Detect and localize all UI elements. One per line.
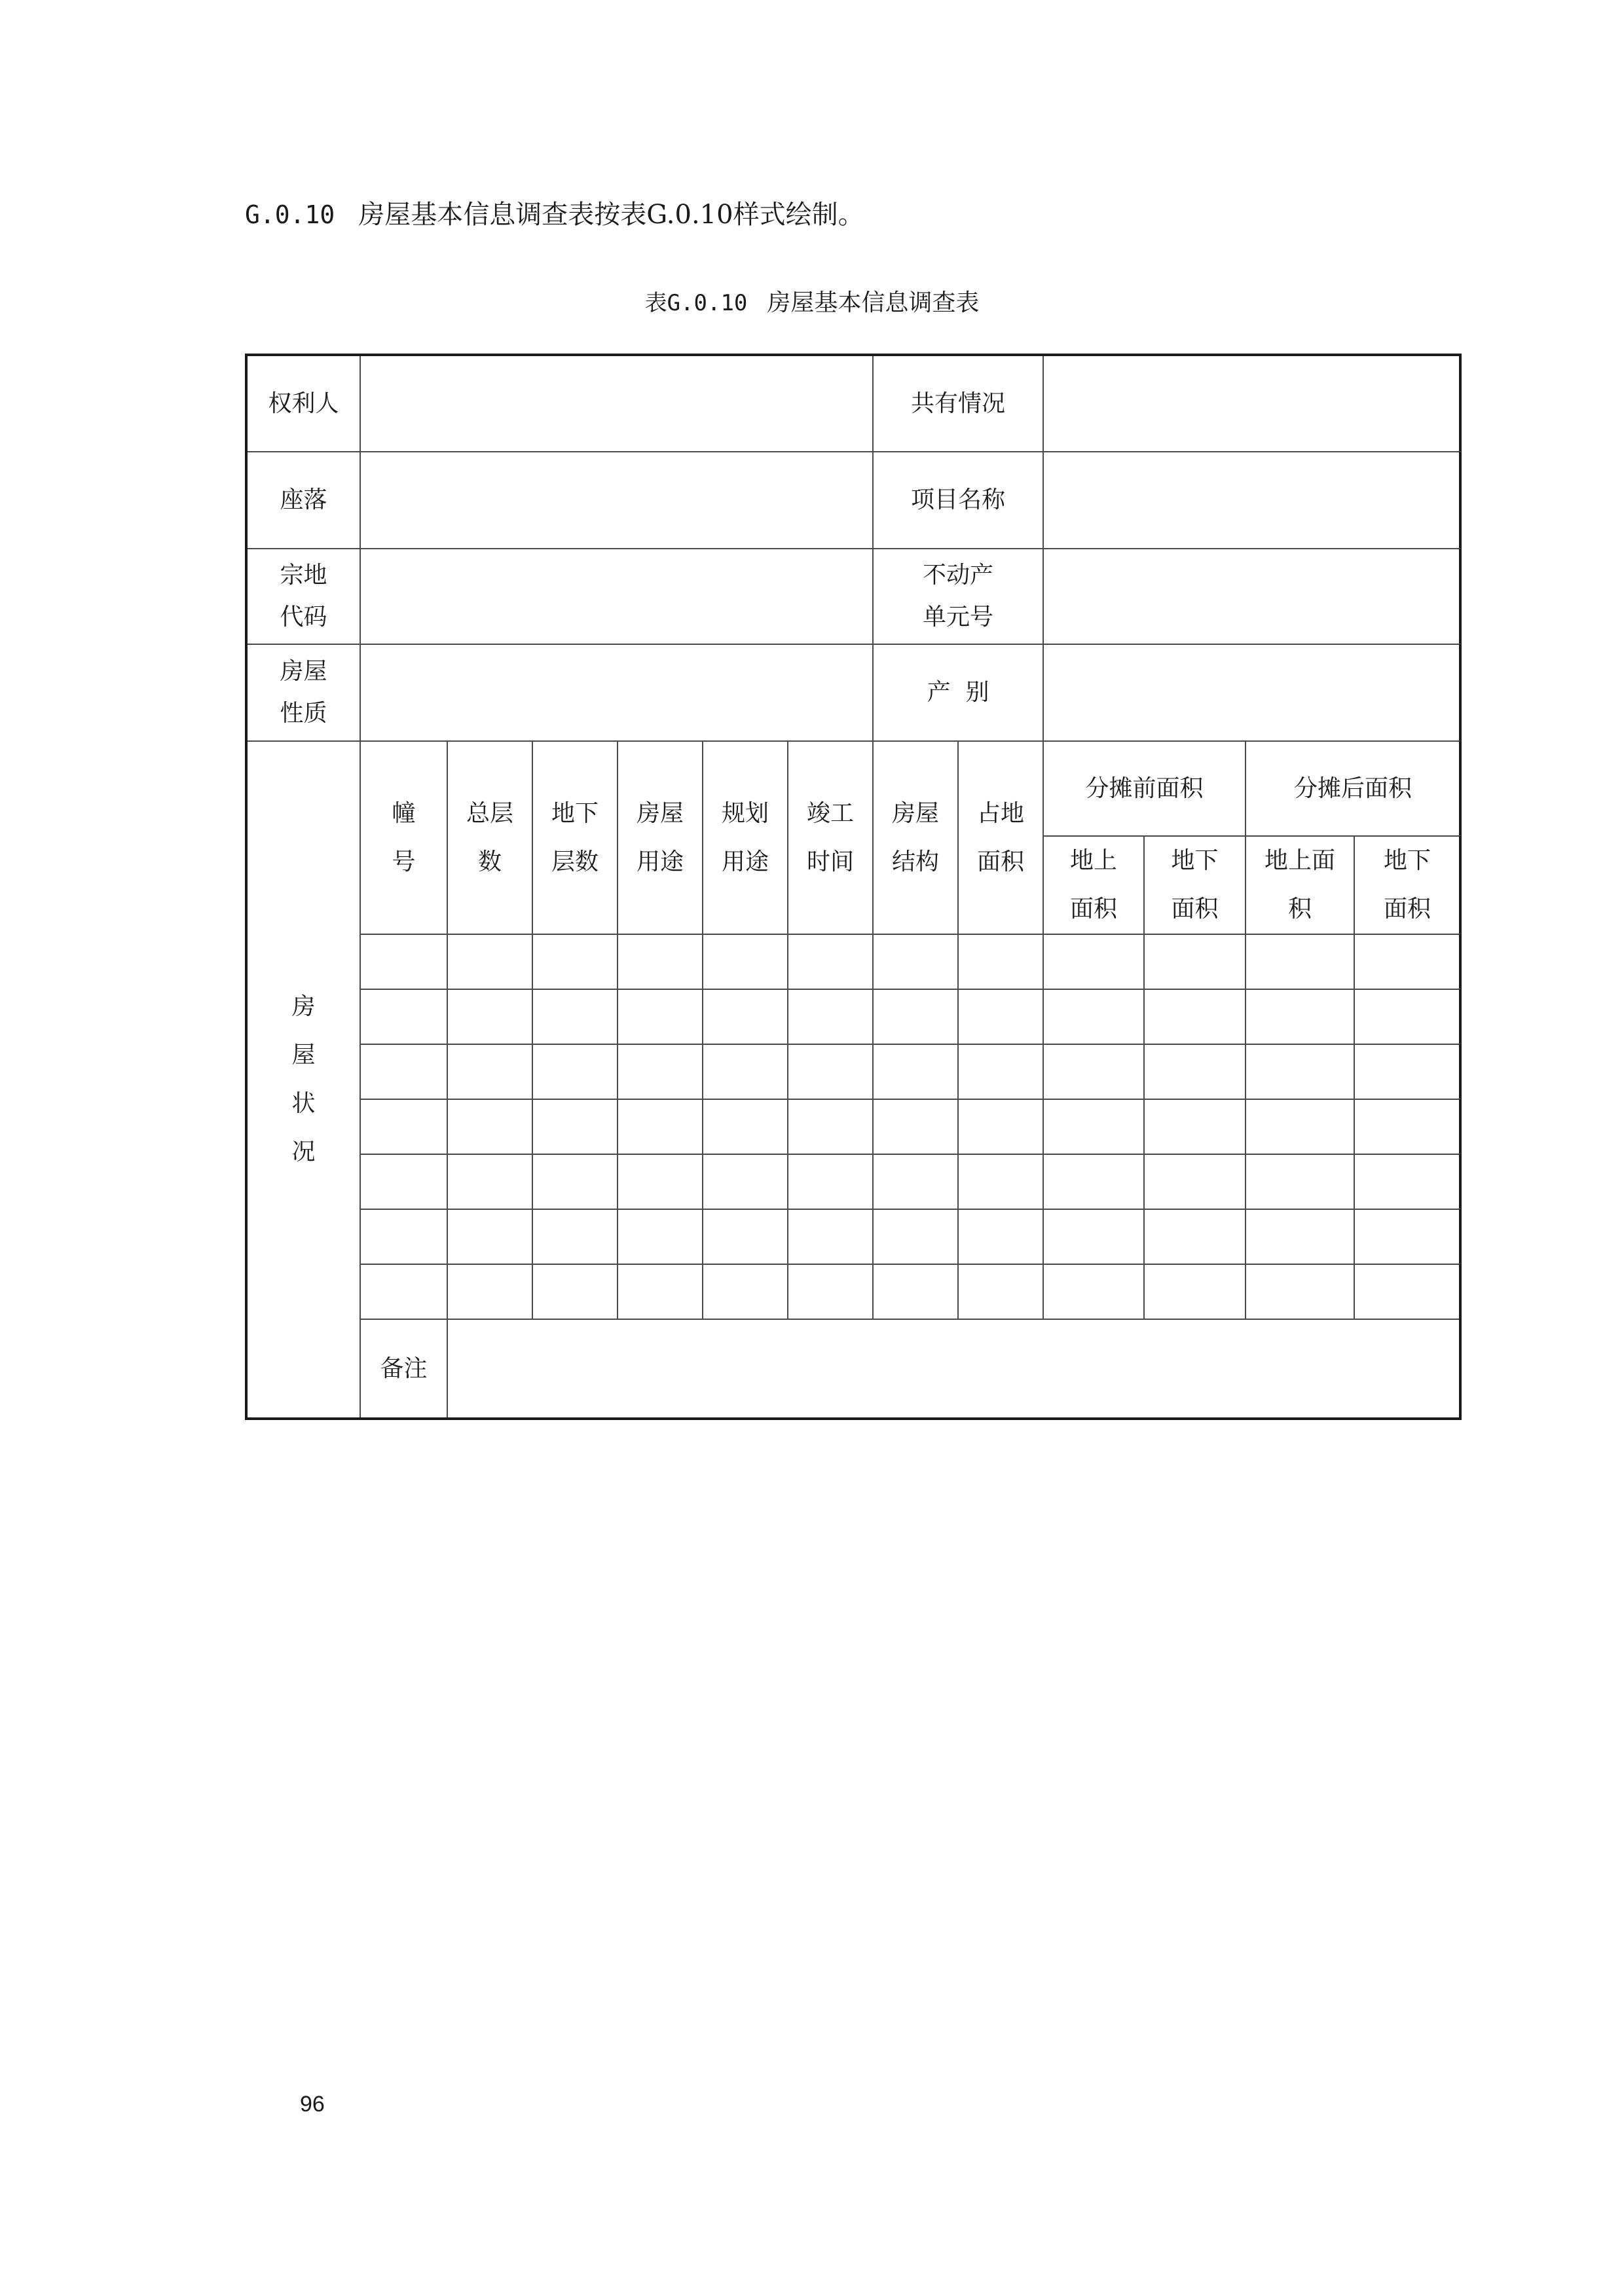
unit-number-value-cell[interactable] [1043,549,1460,644]
table-cell[interactable] [958,989,1043,1044]
table-cell[interactable] [703,1209,788,1264]
table-cell[interactable] [532,1209,618,1264]
table-cell[interactable] [1354,934,1460,989]
nature-label-line-1: 房屋 [280,658,327,685]
table-cell[interactable] [703,1154,788,1209]
table-cell[interactable] [360,989,447,1044]
table-cell[interactable] [532,1044,618,1099]
table-cell[interactable] [618,989,703,1044]
col-header-structure [873,741,958,934]
area-before-apportion-header: 分摊前面积 [1043,741,1246,836]
table-cell[interactable] [1246,1154,1354,1209]
table-cell[interactable] [1246,1264,1354,1319]
table-cell[interactable] [703,1099,788,1154]
table-cell[interactable] [618,1209,703,1264]
table-cell[interactable] [873,934,958,989]
co-ownership-label: 共有情况 [873,355,1043,452]
table-cell[interactable] [788,1209,873,1264]
table-cell[interactable] [618,1044,703,1099]
category-value-cell[interactable] [1043,644,1460,741]
table-cell[interactable] [958,934,1043,989]
table-cell[interactable] [873,1044,958,1099]
sub-header-after-above-ground-text: 地上面积 [1264,847,1336,922]
table-cell[interactable] [1246,1209,1354,1264]
table-cell[interactable] [703,989,788,1044]
co-ownership-value-cell[interactable] [1043,355,1460,452]
table-cell[interactable] [1043,989,1144,1044]
table-cell[interactable] [360,1099,447,1154]
table-cell[interactable] [1354,1209,1460,1264]
table-cell[interactable] [1354,1044,1460,1099]
table-row [246,934,1460,989]
table-cell[interactable] [873,1264,958,1319]
table-cell[interactable] [532,934,618,989]
parcel-code-label-line-2: 代码 [280,604,327,630]
remarks-row [246,1319,1460,1419]
category-label: 产 别 [873,644,1043,741]
owner-label: 权利人 [246,355,360,452]
col-header-total-floors [447,741,532,934]
table-cell[interactable] [360,1209,447,1264]
remarks-label: 备注 [360,1319,447,1419]
owner-value-cell[interactable] [360,355,873,452]
table-cell[interactable] [873,1154,958,1209]
table-row [246,1099,1460,1154]
parcel-code-row [246,549,1460,644]
status-header-row [246,741,1460,836]
table-caption-title: 房屋基本信息调查表 [767,289,980,316]
table-cell[interactable] [1144,1264,1246,1319]
col-header-planned-use-text: 规划用途 [721,799,769,875]
table-cell[interactable] [1246,1044,1354,1099]
location-label: 座落 [246,452,360,549]
clause-text: 房屋基本信息调查表按表G.0.10样式绘制。 [358,200,864,230]
table-cell[interactable] [873,1099,958,1154]
col-header-completion-time-text: 竣工时间 [807,799,855,875]
table-row [246,1154,1460,1209]
col-header-building-no-text: 幢号 [392,799,416,875]
project-name-label: 项目名称 [873,452,1043,549]
table-cell[interactable] [360,1044,447,1099]
col-header-house-use-text: 房屋用途 [636,799,684,875]
col-header-structure-text: 房屋结构 [892,799,940,875]
table-cell[interactable] [788,934,873,989]
nature-label-line-2: 性质 [280,700,327,727]
table-cell[interactable] [618,1154,703,1209]
parcel-code-label [246,549,360,644]
unit-number-label-line-2: 单元号 [923,604,994,630]
parcel-code-value-cell[interactable] [360,549,873,644]
table-cell[interactable] [447,1154,532,1209]
sub-header-after-underground [1354,836,1460,934]
area-after-apportion-header: 分摊后面积 [1246,741,1460,836]
clause-paragraph [245,196,864,233]
table-cell[interactable] [1043,1044,1144,1099]
unit-number-label-line-1: 不动产 [923,562,994,589]
page-number: 96 [300,2092,325,2117]
nature-label [246,644,360,741]
sub-header-after-above-ground [1246,836,1354,934]
table-cell[interactable] [958,1264,1043,1319]
table-cell[interactable] [532,989,618,1044]
table-cell[interactable] [1144,1154,1246,1209]
location-value-cell[interactable] [360,452,873,549]
parcel-code-label-line-1: 宗地 [280,562,327,589]
col-header-footprint-area-text: 占地面积 [977,799,1025,875]
table-cell[interactable] [618,1099,703,1154]
table-cell[interactable] [958,1044,1043,1099]
table-cell[interactable] [618,934,703,989]
col-header-underground-floors-text: 地下层数 [551,799,599,875]
project-name-value-cell[interactable] [1043,452,1460,549]
table-cell[interactable] [788,1264,873,1319]
table-cell[interactable] [1354,1264,1460,1319]
col-header-footprint-area [958,741,1043,934]
col-header-completion-time [788,741,873,934]
table-cell[interactable] [447,1209,532,1264]
sub-header-before-underground [1144,836,1246,934]
table-cell[interactable] [1144,1044,1246,1099]
table-cell[interactable] [447,989,532,1044]
table-row [246,1044,1460,1099]
table-cell[interactable] [1354,1154,1460,1209]
col-header-building-no [360,741,447,934]
table-row [246,1209,1460,1264]
sub-header-before-above-ground [1043,836,1144,934]
unit-number-label [873,549,1043,644]
sub-header-before-underground-text: 地下面积 [1171,847,1219,922]
house-status-label-cell [246,741,360,1419]
table-cell[interactable] [788,1099,873,1154]
table-cell[interactable] [788,1044,873,1099]
table-cell[interactable] [360,1154,447,1209]
table-cell[interactable] [958,1099,1043,1154]
table-cell[interactable] [447,934,532,989]
location-row [246,452,1460,549]
table-cell[interactable] [1043,1264,1144,1319]
house-info-survey-table [245,354,1462,1420]
sub-header-after-underground-text: 地下面积 [1384,847,1431,922]
col-header-underground-floors [532,741,618,934]
col-header-planned-use [703,741,788,934]
table-cell[interactable] [1144,934,1246,989]
table-cell[interactable] [1144,1099,1246,1154]
table-cell[interactable] [703,1264,788,1319]
col-header-total-floors-text: 总层数 [466,799,513,875]
table-cell[interactable] [703,934,788,989]
table-cell[interactable] [1043,1209,1144,1264]
table-cell[interactable] [1354,1099,1460,1154]
table-cell[interactable] [532,1154,618,1209]
clause-number: G.0.10 [245,200,335,229]
table-row [246,989,1460,1044]
table-caption-number: 表G.0.10 [644,290,748,316]
table-cell[interactable] [532,1099,618,1154]
table-cell[interactable] [958,1154,1043,1209]
owner-row [246,355,1460,452]
table-cell[interactable] [1354,989,1460,1044]
house-status-label: 房屋状况 [291,993,316,1165]
table-cell[interactable] [532,1264,618,1319]
table-cell[interactable] [788,989,873,1044]
table-cell[interactable] [447,1044,532,1099]
table-cell[interactable] [1043,1099,1144,1154]
table-cell[interactable] [703,1044,788,1099]
table-cell[interactable] [1246,989,1354,1044]
table-cell[interactable] [1144,1209,1246,1264]
table-cell[interactable] [873,989,958,1044]
table-cell[interactable] [447,1264,532,1319]
table-cell[interactable] [360,1264,447,1319]
table-cell[interactable] [1043,934,1144,989]
table-cell[interactable] [958,1209,1043,1264]
table-cell[interactable] [618,1264,703,1319]
remarks-value-cell[interactable] [447,1319,1460,1419]
table-cell[interactable] [447,1099,532,1154]
table-caption [0,287,1624,319]
col-header-house-use [618,741,703,934]
table-row [246,1264,1460,1319]
table-cell[interactable] [1246,934,1354,989]
table-cell[interactable] [1246,1099,1354,1154]
table-cell[interactable] [788,1154,873,1209]
nature-row [246,644,1460,741]
nature-value-cell[interactable] [360,644,873,741]
table-cell[interactable] [873,1209,958,1264]
table-cell[interactable] [1043,1154,1144,1209]
sub-header-before-above-ground-text: 地上面积 [1070,847,1118,922]
table-cell[interactable] [360,934,447,989]
table-cell[interactable] [1144,989,1246,1044]
